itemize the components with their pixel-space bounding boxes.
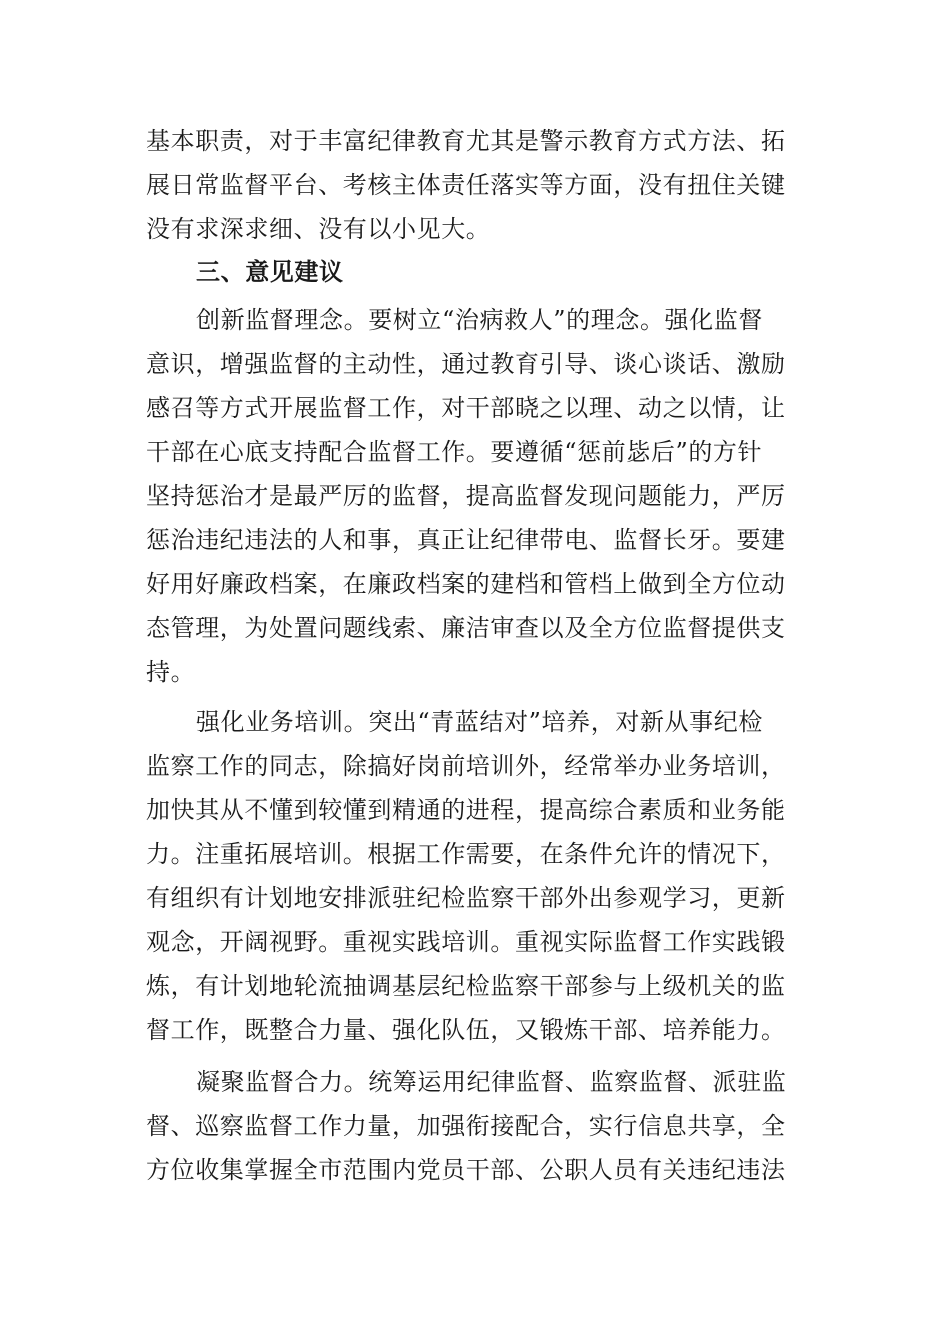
carryover-paragraph <box>146 119 810 251</box>
paragraph-line: 强化业务培训。突出“青蓝结对”培养，对新从事纪检 <box>196 708 763 736</box>
paragraph-line: 督工作，既整合力量、强化队伍，又锻炼干部、培养能力。 <box>146 1016 786 1044</box>
paragraph-line: 感召等方式开展监督工作，对干部晓之以理、动之以情，让 <box>146 394 786 422</box>
section-heading: 三、意见建议 <box>196 258 344 286</box>
paragraph-supervision-synergy <box>146 1060 810 1192</box>
paragraph-line: 有组织有计划地安排派驻纪检监察干部外出参观学习，更新 <box>146 884 786 912</box>
section-heading-block <box>146 250 810 294</box>
paragraph-line: 督、巡察监督工作力量，加强衔接配合，实行信息共享，全 <box>146 1112 786 1140</box>
paragraph-line: 好用好廉政档案，在廉政档案的建档和管档上做到全方位动 <box>146 570 786 598</box>
paragraph-line: 方位收集掌握全市范围内党员干部、公职人员有关违纪违法 <box>146 1156 786 1184</box>
paragraph-line: 持。 <box>146 658 196 686</box>
paragraph-line: 态管理，为处置问题线索、廉洁审查以及全方位监督提供支 <box>146 614 786 642</box>
paragraph-line: 凝聚监督合力。统筹运用纪律监督、监察监督、派驻监 <box>196 1068 787 1096</box>
paragraph-line: 没有求深求细、没有以小见大。 <box>146 215 491 243</box>
paragraph-line: 基本职责，对于丰富纪律教育尤其是警示教育方式方法、拓 <box>146 127 786 155</box>
paragraph-innovate-supervision <box>146 298 810 694</box>
paragraph-line: 意识，增强监督的主动性，通过教育引导、谈心谈话、激励 <box>146 350 786 378</box>
paragraph-line: 惩治违纪违法的人和事，真正让纪律带电、监督长牙。要建 <box>146 526 786 554</box>
paragraph-line: 干部在心底支持配合监督工作。要遵循“惩前毖后”的方针 <box>146 438 763 466</box>
paragraph-line: 力。注重拓展培训。根据工作需要，在条件允许的情况下， <box>146 840 786 868</box>
paragraph-line: 坚持惩治才是最严厉的监督，提高监督发现问题能力，严厉 <box>146 482 786 510</box>
paragraph-line: 加快其从不懂到较懂到精通的进程，提高综合素质和业务能 <box>146 796 786 824</box>
paragraph-line: 观念，开阔视野。重视实践培训。重视实际监督工作实践锻 <box>146 928 786 956</box>
paragraph-line: 展日常监督平台、考核主体责任落实等方面，没有扭住关键 <box>146 171 786 199</box>
paragraph-line: 创新监督理念。要树立“治病救人”的理念。强化监督 <box>196 306 763 334</box>
paragraph-line: 监察工作的同志，除搞好岗前培训外，经常举办业务培训， <box>146 752 786 780</box>
paragraph-line: 炼，有计划地轮流抽调基层纪检监察干部参与上级机关的监 <box>146 972 786 1000</box>
paragraph-strengthen-training <box>146 700 810 1052</box>
